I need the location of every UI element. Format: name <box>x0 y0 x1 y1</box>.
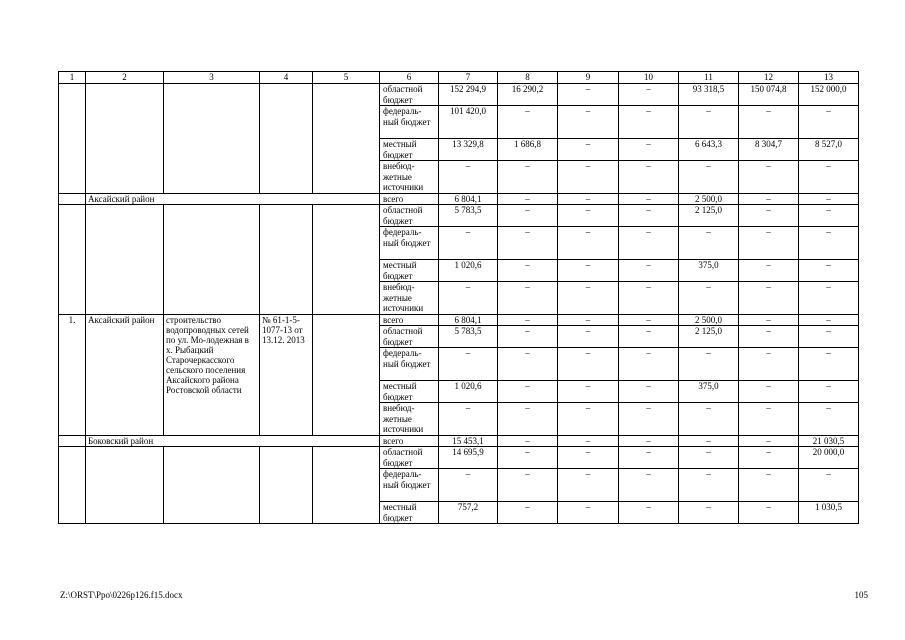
source-cell: местный бюджет <box>380 381 439 403</box>
value-cell: – <box>619 315 679 326</box>
source-cell: внебюд-жетные источники <box>380 161 439 194</box>
column-header: 4 <box>260 72 313 84</box>
table-row <box>59 447 859 469</box>
value-cell: – <box>799 282 859 315</box>
value-cell: 93 318,5 <box>679 84 739 106</box>
value-cell: – <box>619 106 679 139</box>
value-cell: 1 020,6 <box>439 260 498 282</box>
value-cell: – <box>799 260 859 282</box>
source-cell: местный бюджет <box>380 502 439 524</box>
value-cell: 2 125,0 <box>679 326 739 348</box>
value-cell: – <box>799 161 859 194</box>
value-cell: 1 030,5 <box>799 502 859 524</box>
empty-cell <box>86 447 164 524</box>
value-cell: 6 804,1 <box>439 194 498 205</box>
value-cell: – <box>739 106 799 139</box>
source-cell: всего <box>380 315 439 326</box>
value-cell: – <box>739 315 799 326</box>
source-cell: местный бюджет <box>380 260 439 282</box>
value-cell: – <box>558 227 619 260</box>
value-cell: 21 030,5 <box>799 436 859 447</box>
value-cell: 8 304,7 <box>739 139 799 161</box>
value-cell: – <box>498 260 558 282</box>
value-cell: 6 643,3 <box>679 139 739 161</box>
value-cell: – <box>679 161 739 194</box>
source-cell: федераль-ный бюджет <box>380 469 439 502</box>
value-cell: – <box>739 227 799 260</box>
column-header: 6 <box>380 72 439 84</box>
table-row <box>59 194 859 205</box>
empty-cell <box>260 447 313 524</box>
value-cell: – <box>558 348 619 381</box>
value-cell: 375,0 <box>679 381 739 403</box>
empty-cell <box>164 205 260 315</box>
value-cell: – <box>498 227 558 260</box>
value-cell: – <box>619 436 679 447</box>
source-cell: областной бюджет <box>380 326 439 348</box>
column-header: 11 <box>679 72 739 84</box>
value-cell: 2 500,0 <box>679 194 739 205</box>
empty-cell <box>86 205 164 315</box>
table-body <box>59 72 859 524</box>
district-name: Боковский район <box>86 436 380 447</box>
value-cell: – <box>558 194 619 205</box>
value-cell: 5 783,5 <box>439 326 498 348</box>
value-cell: – <box>799 205 859 227</box>
empty-cell <box>59 436 86 447</box>
value-cell: – <box>619 282 679 315</box>
empty-cell <box>86 84 164 194</box>
value-cell: – <box>739 403 799 436</box>
page-number: 105 <box>854 590 868 600</box>
value-cell: 5 783,5 <box>439 205 498 227</box>
empty-cell <box>313 315 380 436</box>
value-cell: 757,2 <box>439 502 498 524</box>
item-district: Аксайский район <box>86 315 164 436</box>
value-cell: – <box>799 194 859 205</box>
value-cell: 101 420,0 <box>439 106 498 139</box>
value-cell: 152 294,9 <box>439 84 498 106</box>
value-cell: – <box>739 447 799 469</box>
value-cell: – <box>739 194 799 205</box>
value-cell: – <box>498 326 558 348</box>
empty-cell <box>313 205 380 315</box>
value-cell: – <box>679 469 739 502</box>
value-cell: – <box>558 84 619 106</box>
value-cell: – <box>558 106 619 139</box>
column-header: 8 <box>498 72 558 84</box>
value-cell: – <box>739 469 799 502</box>
source-cell: внебюд-жетные источники <box>380 282 439 315</box>
value-cell: – <box>439 469 498 502</box>
value-cell: – <box>498 436 558 447</box>
table-row <box>59 315 859 326</box>
column-header: 1 <box>59 72 86 84</box>
value-cell: – <box>799 227 859 260</box>
value-cell: – <box>619 447 679 469</box>
value-cell: – <box>439 227 498 260</box>
district-name: Аксайский район <box>86 194 380 205</box>
value-cell: – <box>799 403 859 436</box>
item-number: 1. <box>59 315 86 436</box>
file-path-footer: Z:\ORST\Ppo\0226p126.f15.docx <box>60 590 183 600</box>
source-cell: федераль-ный бюджет <box>380 227 439 260</box>
source-cell: федераль-ный бюджет <box>380 348 439 381</box>
header-row <box>59 72 859 84</box>
value-cell: – <box>498 315 558 326</box>
value-cell: – <box>739 282 799 315</box>
value-cell: 150 074,8 <box>739 84 799 106</box>
value-cell: – <box>558 260 619 282</box>
value-cell: – <box>619 381 679 403</box>
table-row <box>59 84 859 106</box>
value-cell: – <box>619 194 679 205</box>
value-cell: 16 290,2 <box>498 84 558 106</box>
value-cell: – <box>799 469 859 502</box>
value-cell: – <box>619 205 679 227</box>
value-cell: – <box>439 348 498 381</box>
value-cell: – <box>739 502 799 524</box>
value-cell: – <box>739 436 799 447</box>
source-cell: всего <box>380 194 439 205</box>
empty-cell <box>59 84 86 194</box>
value-cell: 1 020,6 <box>439 381 498 403</box>
value-cell: – <box>619 139 679 161</box>
value-cell: – <box>558 469 619 502</box>
empty-cell <box>313 84 380 194</box>
value-cell: – <box>558 436 619 447</box>
empty-cell <box>313 447 380 524</box>
value-cell: 8 527,0 <box>799 139 859 161</box>
value-cell: – <box>439 282 498 315</box>
column-header: 3 <box>164 72 260 84</box>
value-cell: – <box>799 326 859 348</box>
column-header: 13 <box>799 72 859 84</box>
value-cell: – <box>498 161 558 194</box>
table-row <box>59 436 859 447</box>
value-cell: – <box>498 194 558 205</box>
value-cell: – <box>739 205 799 227</box>
value-cell: – <box>498 205 558 227</box>
value-cell: – <box>439 161 498 194</box>
empty-cell <box>260 205 313 315</box>
empty-cell <box>260 84 313 194</box>
value-cell: – <box>679 436 739 447</box>
source-cell: федераль-ный бюджет <box>380 106 439 139</box>
column-header: 12 <box>739 72 799 84</box>
value-cell: – <box>558 381 619 403</box>
value-cell: 6 804,1 <box>439 315 498 326</box>
value-cell: – <box>619 502 679 524</box>
column-header: 10 <box>619 72 679 84</box>
value-cell: – <box>498 381 558 403</box>
item-description: строительство водопроводных сетей по ул. Мо-лодежная в х. Рыбацкий Старочеркасского сельского поселения Аксайского района Ростовской области <box>164 315 260 436</box>
source-cell: внебюд-жетные источники <box>380 403 439 436</box>
column-header: 2 <box>86 72 164 84</box>
value-cell: – <box>619 227 679 260</box>
value-cell: – <box>498 282 558 315</box>
table-row <box>59 205 859 227</box>
value-cell: – <box>498 106 558 139</box>
value-cell: – <box>679 227 739 260</box>
value-cell: – <box>799 106 859 139</box>
empty-cell <box>59 194 86 205</box>
value-cell: – <box>679 282 739 315</box>
value-cell: – <box>739 260 799 282</box>
empty-cell <box>164 447 260 524</box>
value-cell: – <box>619 326 679 348</box>
value-cell: – <box>558 403 619 436</box>
value-cell: – <box>558 205 619 227</box>
value-cell: – <box>558 161 619 194</box>
value-cell: – <box>439 403 498 436</box>
source-cell: областной бюджет <box>380 84 439 106</box>
value-cell: – <box>619 161 679 194</box>
value-cell: – <box>799 348 859 381</box>
value-cell: – <box>679 447 739 469</box>
item-document: № 61-1-5-1077-13 от 13.12. 2013 <box>260 315 313 436</box>
value-cell: 20 000,0 <box>799 447 859 469</box>
value-cell: – <box>739 348 799 381</box>
value-cell: – <box>739 326 799 348</box>
value-cell: – <box>498 348 558 381</box>
column-header: 9 <box>558 72 619 84</box>
value-cell: – <box>619 84 679 106</box>
value-cell: – <box>679 348 739 381</box>
value-cell: 375,0 <box>679 260 739 282</box>
column-header: 7 <box>439 72 498 84</box>
column-header: 5 <box>313 72 380 84</box>
value-cell: – <box>558 139 619 161</box>
empty-cell <box>59 205 86 315</box>
value-cell: – <box>619 260 679 282</box>
value-cell: – <box>799 381 859 403</box>
value-cell: 14 695,9 <box>439 447 498 469</box>
value-cell: 1 686,8 <box>498 139 558 161</box>
value-cell: – <box>739 381 799 403</box>
value-cell: – <box>498 403 558 436</box>
value-cell: – <box>498 469 558 502</box>
value-cell: – <box>679 106 739 139</box>
source-cell: всего <box>380 436 439 447</box>
value-cell: – <box>498 447 558 469</box>
value-cell: – <box>558 326 619 348</box>
value-cell: – <box>498 502 558 524</box>
value-cell: – <box>558 447 619 469</box>
empty-cell <box>164 84 260 194</box>
value-cell: – <box>558 502 619 524</box>
value-cell: 15 453,1 <box>439 436 498 447</box>
source-cell: областной бюджет <box>380 447 439 469</box>
value-cell: 152 000,0 <box>799 84 859 106</box>
empty-cell <box>59 447 86 524</box>
value-cell: – <box>799 315 859 326</box>
value-cell: – <box>558 315 619 326</box>
value-cell: – <box>619 348 679 381</box>
value-cell: – <box>679 502 739 524</box>
value-cell: – <box>739 161 799 194</box>
value-cell: – <box>619 469 679 502</box>
budget-table <box>58 71 859 524</box>
value-cell: 2 500,0 <box>679 315 739 326</box>
value-cell: – <box>558 282 619 315</box>
source-cell: областной бюджет <box>380 205 439 227</box>
value-cell: 2 125,0 <box>679 205 739 227</box>
source-cell: местный бюджет <box>380 139 439 161</box>
value-cell: – <box>619 403 679 436</box>
value-cell: – <box>679 403 739 436</box>
value-cell: 13 329,8 <box>439 139 498 161</box>
